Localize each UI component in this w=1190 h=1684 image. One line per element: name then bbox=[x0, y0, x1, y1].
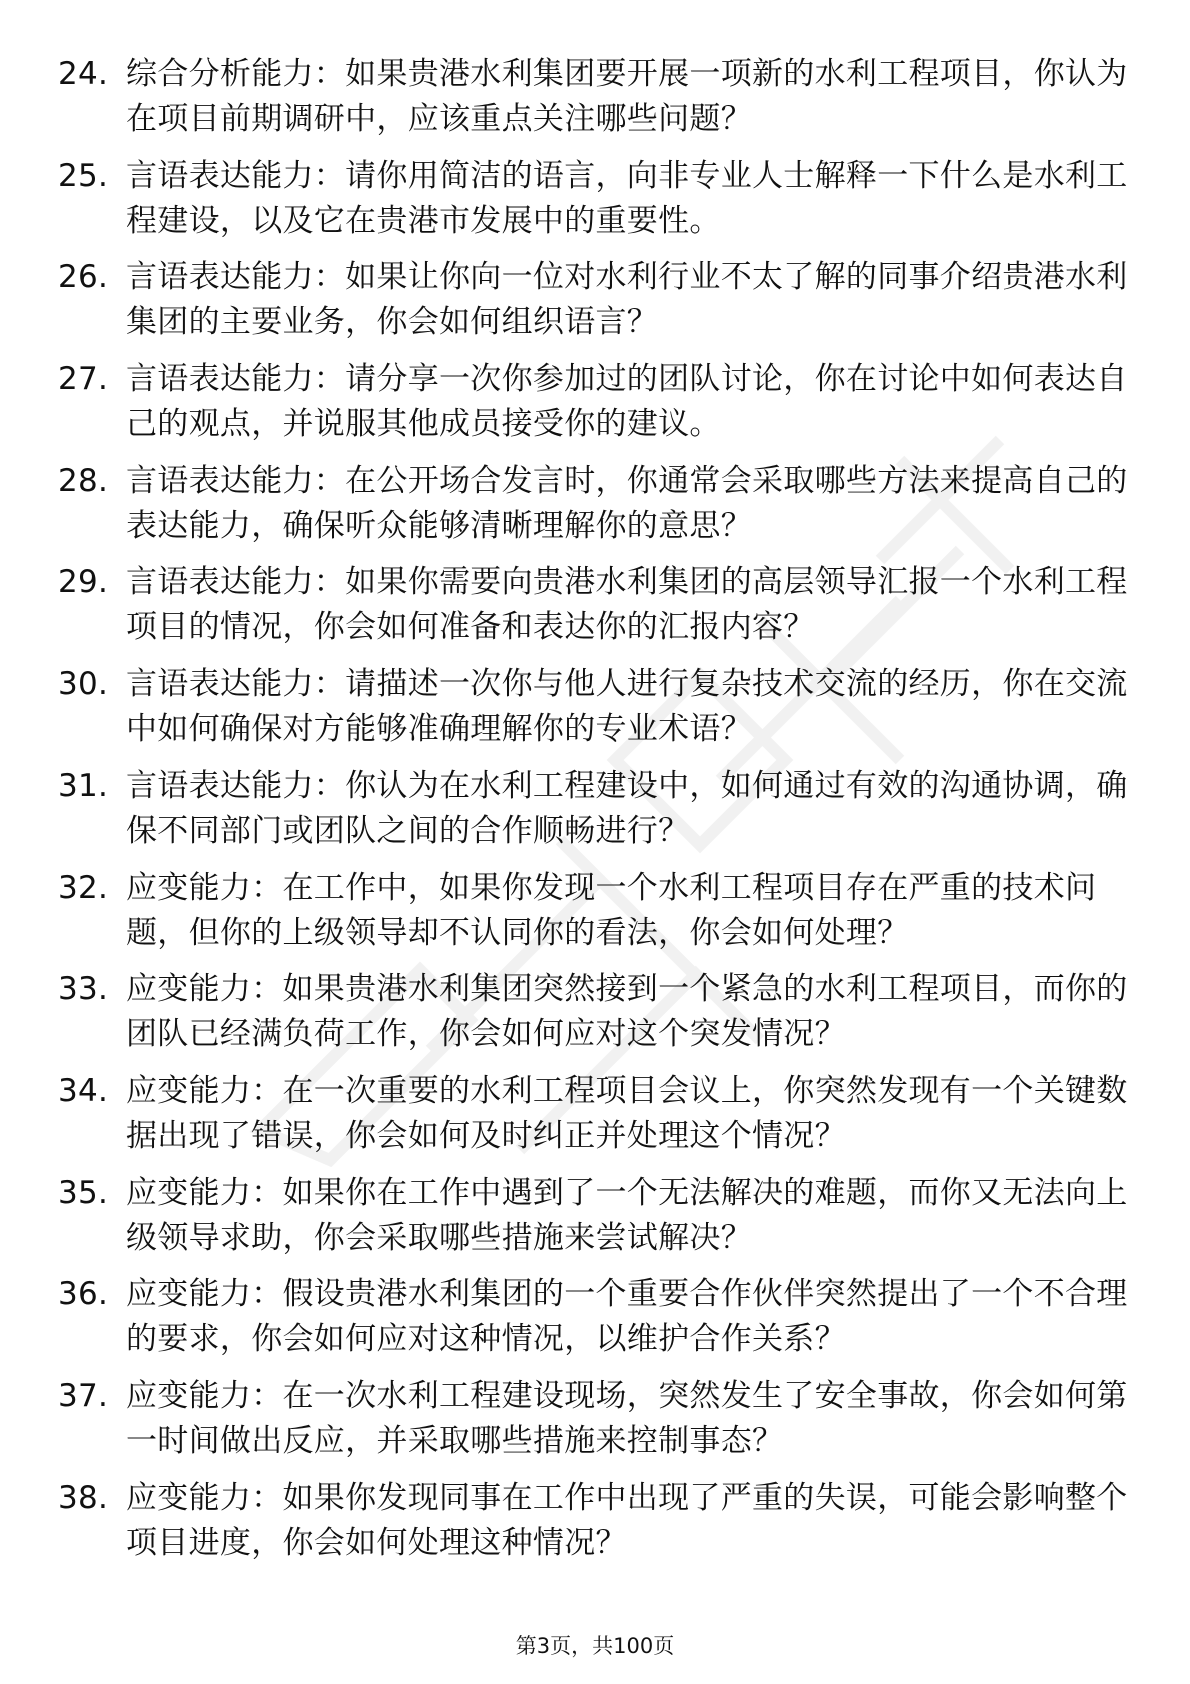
question-text: 应变能力：假设贵港水利集团的一个重要合作伙伴突然提出了一个不合理的要求，你会如何应对这种情况，以维护合作关系？ bbox=[126, 1276, 1128, 1358]
question-text: 言语表达能力：如果你需要向贵港水利集团的高层领导汇报一个水利工程项目的情况，你会如何准备和表达你的汇报内容？ bbox=[126, 564, 1128, 646]
question-item-33 bbox=[58, 967, 1138, 1057]
question-item-24 bbox=[58, 52, 1138, 142]
page-indicator: 第3页，共100页 bbox=[515, 1634, 675, 1658]
question-number: 30. bbox=[58, 666, 109, 703]
question-number: 36. bbox=[58, 1276, 109, 1313]
question-number: 33. bbox=[58, 971, 109, 1008]
question-text: 言语表达能力：你认为在水利工程建设中，如何通过有效的沟通协调，确保不同部门或团队之间的合作顺畅进行？ bbox=[126, 767, 1128, 849]
question-text: 应变能力：在一次水利工程建设现场，突然发生了安全事故，你会如何第一时间做出反应，并采取哪些措施来控制事态？ bbox=[126, 1377, 1128, 1459]
question-item-36 bbox=[58, 1272, 1138, 1362]
question-text: 应变能力：在工作中，如果你发现一个水利工程项目存在严重的技术问题，但你的上级领导却不认同你的看法，你会如何处理？ bbox=[126, 869, 1097, 951]
question-number: 26. bbox=[58, 259, 109, 296]
question-number: 38. bbox=[58, 1479, 109, 1516]
question-number: 25. bbox=[58, 157, 109, 194]
question-item-35 bbox=[58, 1171, 1138, 1261]
question-number: 24. bbox=[58, 56, 109, 92]
question-text: 应变能力：如果你在工作中遇到了一个无法解决的难题，而你又无法向上级领导求助，你会采取哪些措施来尝试解决？ bbox=[126, 1174, 1128, 1256]
question-number: 29. bbox=[58, 564, 109, 601]
question-item-27 bbox=[58, 357, 1138, 447]
question-item-25 bbox=[58, 154, 1138, 244]
question-item-30 bbox=[58, 662, 1138, 752]
question-item-29 bbox=[58, 560, 1138, 650]
question-item-37 bbox=[58, 1374, 1138, 1464]
question-text: 言语表达能力：在公开场合发言时，你通常会采取哪些方法来提高自己的表达能力，确保听众能够清晰理解你的意思？ bbox=[126, 462, 1128, 544]
question-number: 28. bbox=[58, 462, 109, 499]
question-number: 34. bbox=[58, 1072, 109, 1109]
question-item-34 bbox=[58, 1069, 1138, 1159]
question-text: 言语表达能力：请你用简洁的语言，向非专业人士解释一下什么是水利工程建设，以及它在贵港市发展中的重要性。 bbox=[126, 157, 1128, 239]
question-number: 32. bbox=[58, 869, 109, 906]
question-text: 言语表达能力：请描述一次你与他人进行复杂技术交流的经历，你在交流中如何确保对方能够准确理解你的专业术语？ bbox=[126, 666, 1128, 748]
question-item-26 bbox=[58, 255, 1138, 345]
question-text: 言语表达能力：如果让你向一位对水利行业不太了解的同事介绍贵港水利集团的主要业务，你会如何组织语言？ bbox=[126, 259, 1128, 341]
question-item-32 bbox=[58, 866, 1138, 956]
question-text: 综合分析能力：如果贵港水利集团要开展一项新的水利工程项目，你认为在项目前期调研中，应该重点关注哪些问题？ bbox=[126, 56, 1128, 137]
question-text: 言语表达能力：请分享一次你参加过的团队讨论，你在讨论中如何表达自己的观点，并说服其他成员接受你的建议。 bbox=[126, 361, 1128, 443]
question-item-28 bbox=[58, 459, 1138, 549]
question-text: 应变能力：如果贵港水利集团突然接到一个紧急的水利工程项目，而你的团队已经满负荷工作，你会如何应对这个突发情况？ bbox=[126, 971, 1128, 1053]
question-list bbox=[58, 52, 1138, 1577]
question-item-31 bbox=[58, 764, 1138, 854]
question-number: 35. bbox=[58, 1174, 109, 1211]
question-number: 37. bbox=[58, 1377, 109, 1414]
question-number: 27. bbox=[58, 361, 109, 398]
question-text: 应变能力：如果你发现同事在工作中出现了严重的失误，可能会影响整个项目进度，你会如何处理这种情况？ bbox=[126, 1479, 1128, 1561]
question-item-38 bbox=[58, 1476, 1138, 1566]
question-number: 31. bbox=[58, 767, 109, 804]
question-text: 应变能力：在一次重要的水利工程项目会议上，你突然发现有一个关键数据出现了错误，你会如何及时纠正并处理这个情况？ bbox=[126, 1072, 1128, 1154]
